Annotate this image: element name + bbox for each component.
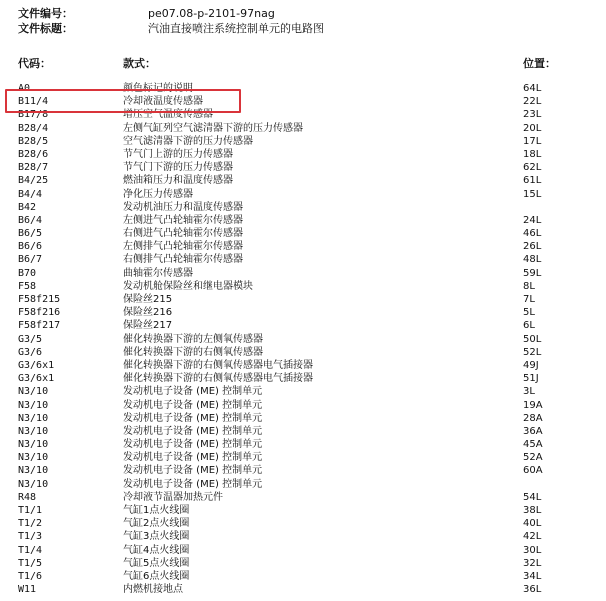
row-position: 64L xyxy=(523,83,542,94)
row-code: N3/10 xyxy=(18,425,49,437)
row-position: 52L xyxy=(523,346,542,358)
row-code: W11 xyxy=(18,584,37,596)
row-description: 气缸6点火线圈 xyxy=(123,570,190,582)
row-description: 发动机舱保险丝和继电器模块 xyxy=(123,280,253,292)
row-position: 15L xyxy=(523,188,542,200)
row-code: N3/10 xyxy=(18,399,49,411)
row-description: 催化转换器下游的右侧氧传感器 xyxy=(123,346,263,358)
row-code: B6/7 xyxy=(18,254,43,266)
row-position: 18L xyxy=(523,148,542,160)
row-position: 5L xyxy=(523,307,535,319)
row-code: B6/4 xyxy=(18,214,43,226)
column-header-position: 位置： xyxy=(523,57,556,70)
table-row xyxy=(0,227,606,240)
row-code: G3/6x1 xyxy=(18,359,55,371)
row-position: 32L xyxy=(523,557,542,569)
row-code: N3/10 xyxy=(18,386,49,398)
table-row xyxy=(0,240,606,253)
row-code: B17/8 xyxy=(18,109,49,121)
row-description: 发动机电子设备 (ME) 控制单元 xyxy=(123,386,263,398)
table-row xyxy=(0,359,606,372)
row-code: T1/6 xyxy=(18,570,43,582)
row-description: 催化转换器下游的左侧氧传感器 xyxy=(123,333,263,345)
row-description: 冷却液温度传感器 xyxy=(123,96,203,108)
row-code: T1/3 xyxy=(18,531,43,543)
row-description: 左侧气缸列空气滤清器下游的压力传感器 xyxy=(123,122,303,134)
row-position: 34L xyxy=(523,570,542,582)
row-code: B42 xyxy=(18,201,37,213)
row-code: N3/10 xyxy=(18,412,49,424)
row-description: 保险丝216 xyxy=(123,307,173,319)
table-row xyxy=(0,451,606,464)
table-row xyxy=(0,95,606,108)
row-code: B6/6 xyxy=(18,241,43,253)
table-row xyxy=(0,478,606,491)
table-row xyxy=(0,385,606,398)
row-position: 17L xyxy=(523,135,542,147)
row-description: 冷却液节温器加热元件 xyxy=(123,491,223,503)
table-row xyxy=(0,438,606,451)
row-description: 发动机电子设备 (ME) 控制单元 xyxy=(123,452,263,464)
document-title-label: 文件标题： xyxy=(18,22,73,35)
table-row xyxy=(0,108,606,121)
row-code: B6/5 xyxy=(18,228,43,240)
row-position: 24L xyxy=(523,214,542,226)
row-code: F58f217 xyxy=(18,320,61,332)
row-code: F58 xyxy=(18,280,37,292)
row-code: F58f216 xyxy=(18,307,61,319)
row-position: 60A xyxy=(523,465,543,477)
row-code: T1/2 xyxy=(18,518,43,530)
row-position: 7L xyxy=(523,294,535,305)
row-code: G3/6x1 xyxy=(18,373,55,385)
row-position: 23L xyxy=(523,109,542,121)
row-code: B28/5 xyxy=(18,135,49,147)
table-row xyxy=(0,504,606,517)
row-description: 气缸4点火线圈 xyxy=(123,544,190,556)
row-position: 38L xyxy=(523,505,542,516)
row-description: 催化转换器下游的右侧氧传感器电气插接器 xyxy=(123,373,313,385)
table-row xyxy=(0,253,606,266)
table-row xyxy=(0,280,606,293)
row-position: 61L xyxy=(523,175,542,187)
row-description: 气缸5点火线圈 xyxy=(123,557,190,569)
row-description: 增压空气温度传感器 xyxy=(123,109,213,121)
row-position: 50L xyxy=(523,333,542,345)
row-description: 发动机电子设备 (ME) 控制单元 xyxy=(123,465,263,477)
table-row xyxy=(0,293,606,306)
row-code: T1/1 xyxy=(18,505,43,516)
row-position: 19A xyxy=(523,399,543,411)
row-description: 发动机电子设备 (ME) 控制单元 xyxy=(123,412,263,424)
row-position: 3L xyxy=(523,386,535,398)
row-description: 空气滤清器下游的压力传感器 xyxy=(123,135,253,147)
row-description: 发动机油压力和温度传感器 xyxy=(123,201,243,213)
row-code: B4/25 xyxy=(18,175,49,187)
row-description: 催化转换器下游的右侧氧传感器电气插接器 xyxy=(123,359,313,371)
row-position: 36A xyxy=(523,425,543,437)
component-table xyxy=(0,82,606,596)
row-description: 节气门下游的压力传感器 xyxy=(123,162,233,174)
table-row xyxy=(0,214,606,227)
row-position: 45A xyxy=(523,439,543,451)
table-row xyxy=(0,122,606,135)
table-row xyxy=(0,306,606,319)
row-position: 6L xyxy=(523,320,535,332)
table-row xyxy=(0,372,606,385)
row-code: B70 xyxy=(18,267,37,279)
row-description: 保险丝215 xyxy=(123,294,173,305)
table-row xyxy=(0,161,606,174)
row-description: 右侧进气凸轮轴霍尔传感器 xyxy=(123,228,243,240)
row-position: 40L xyxy=(523,518,542,530)
row-code: N3/10 xyxy=(18,478,49,490)
row-description: 内燃机接地点 xyxy=(123,584,183,596)
row-description: 发动机电子设备 (ME) 控制单元 xyxy=(123,439,263,451)
row-position: 20L xyxy=(523,122,542,134)
table-row xyxy=(0,517,606,530)
row-description: 气缸3点火线圈 xyxy=(123,531,190,543)
row-code: B4/4 xyxy=(18,188,43,200)
table-row xyxy=(0,491,606,504)
table-row xyxy=(0,583,606,596)
row-code: N3/10 xyxy=(18,452,49,464)
row-position: 48L xyxy=(523,254,542,266)
document-number-value: pe07.08-p-2101-97nag xyxy=(148,7,275,20)
row-position: 52A xyxy=(523,452,543,464)
row-position: 59L xyxy=(523,267,542,279)
row-description: 气缸1点火线圈 xyxy=(123,505,190,516)
table-row xyxy=(0,82,606,95)
row-description: 颜色标记的说明 xyxy=(123,83,193,94)
row-description: 发动机电子设备 (ME) 控制单元 xyxy=(123,478,263,490)
row-description: 左侧进气凸轮轴霍尔传感器 xyxy=(123,214,243,226)
row-code: N3/10 xyxy=(18,439,49,451)
table-row xyxy=(0,464,606,477)
table-row xyxy=(0,425,606,438)
row-code: N3/10 xyxy=(18,465,49,477)
table-row xyxy=(0,267,606,280)
row-code: R48 xyxy=(18,491,37,503)
row-description: 净化压力传感器 xyxy=(123,188,193,200)
row-position: 51J xyxy=(523,373,539,385)
row-position: 28A xyxy=(523,412,543,424)
row-code: F58f215 xyxy=(18,294,61,305)
table-row xyxy=(0,346,606,359)
table-row xyxy=(0,557,606,570)
table-row xyxy=(0,530,606,543)
row-code: G3/5 xyxy=(18,333,43,345)
row-position: 46L xyxy=(523,228,542,240)
table-row xyxy=(0,148,606,161)
document-title-value: 汽油直接喷注系统控制单元的电路图 xyxy=(148,22,324,35)
row-code: B28/7 xyxy=(18,162,49,174)
row-description: 左侧排气凸轮轴霍尔传感器 xyxy=(123,241,243,253)
row-description: 气缸2点火线圈 xyxy=(123,518,190,530)
table-row xyxy=(0,201,606,214)
row-position: 54L xyxy=(523,491,542,503)
document-number-label: 文件编号： xyxy=(18,7,73,20)
row-code: B28/6 xyxy=(18,148,49,160)
row-position: 22L xyxy=(523,96,542,108)
row-position: 49J xyxy=(523,359,539,371)
column-header-description: 款式： xyxy=(123,57,156,70)
row-code: T1/4 xyxy=(18,544,43,556)
row-description: 发动机电子设备 (ME) 控制单元 xyxy=(123,425,263,437)
row-description: 曲轴霍尔传感器 xyxy=(123,267,193,279)
row-code: G3/6 xyxy=(18,346,43,358)
row-position: 62L xyxy=(523,162,542,174)
row-position: 42L xyxy=(523,531,542,543)
row-description: 发动机电子设备 (ME) 控制单元 xyxy=(123,399,263,411)
table-row xyxy=(0,570,606,583)
row-position: 36L xyxy=(523,584,542,596)
table-row xyxy=(0,544,606,557)
row-position: 8L xyxy=(523,280,535,292)
row-code: B28/4 xyxy=(18,122,49,134)
row-description: 燃油箱压力和温度传感器 xyxy=(123,175,233,187)
row-description: 节气门上游的压力传感器 xyxy=(123,148,233,160)
table-row xyxy=(0,412,606,425)
row-code: B11/4 xyxy=(18,96,49,108)
table-row xyxy=(0,135,606,148)
table-row xyxy=(0,319,606,332)
row-code: T1/5 xyxy=(18,557,43,569)
table-row xyxy=(0,174,606,187)
row-code: A0 xyxy=(18,83,31,94)
column-header-code: 代码： xyxy=(18,57,51,70)
row-description: 保险丝217 xyxy=(123,320,173,332)
row-description: 右侧排气凸轮轴霍尔传感器 xyxy=(123,254,243,266)
row-position: 30L xyxy=(523,544,542,556)
row-position: 26L xyxy=(523,241,542,253)
table-row xyxy=(0,399,606,412)
table-row xyxy=(0,333,606,346)
table-row xyxy=(0,188,606,201)
